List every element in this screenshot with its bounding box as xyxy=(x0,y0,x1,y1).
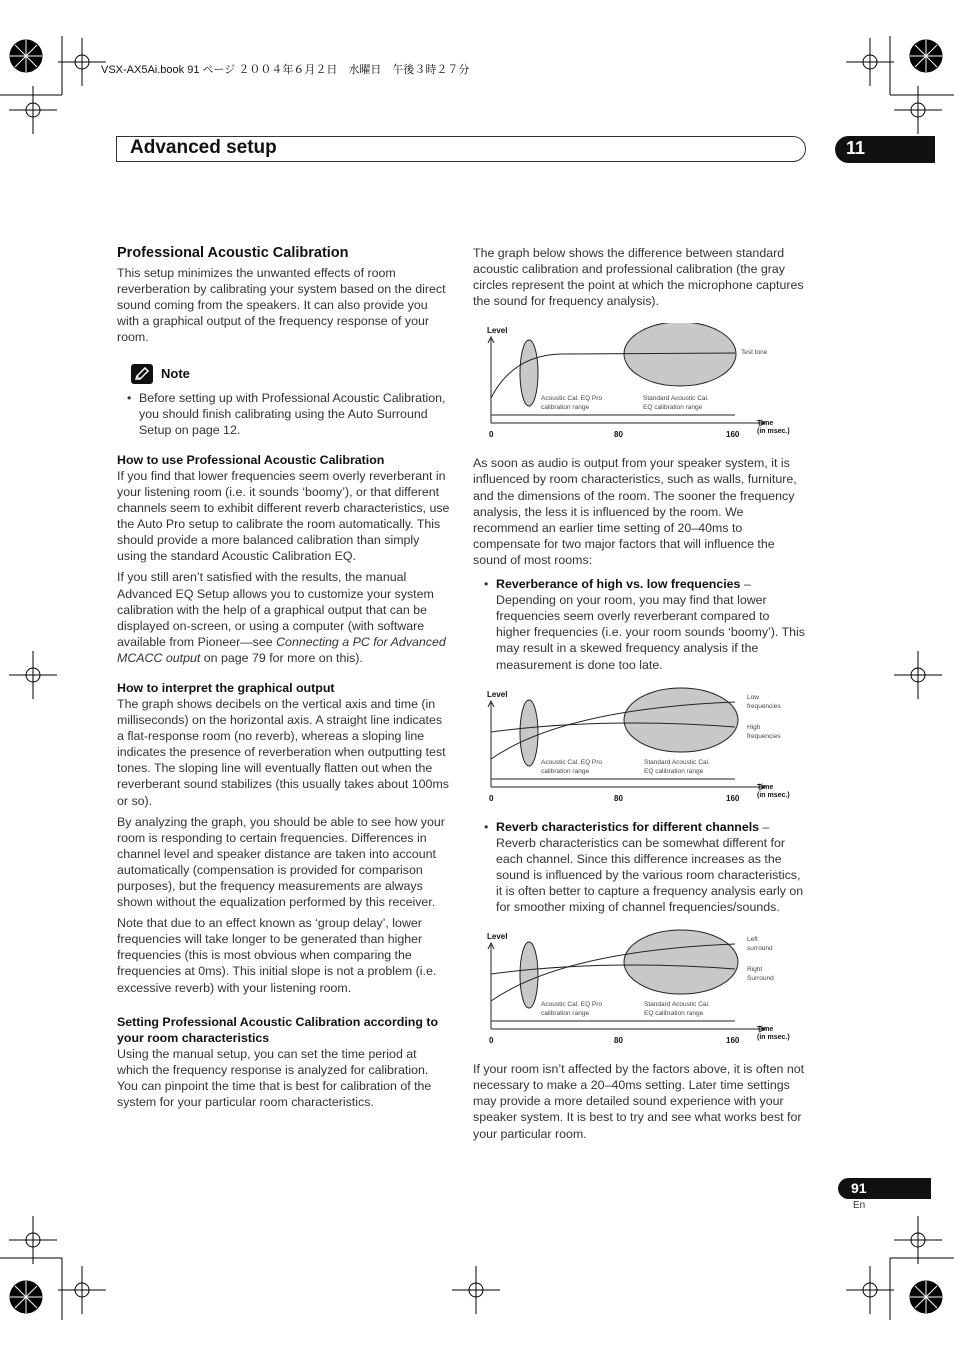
range-standard-label: Standard Acoustic Cal. xyxy=(643,395,709,403)
bullet-reverb-channels: • Reverb characteristics for different channels – Reverb characteristics can be somewhat different for each channel. Since this difference increases as the sound is influenced by the various room characteristics, it is often better to capture a frequency analysis early on for smoother mixing of channel frequencies/sounds. xyxy=(473,819,807,916)
range-pro-label-2: calibration range xyxy=(541,767,590,775)
range-standard-label: Standard Acoustic Cal. xyxy=(644,758,710,766)
left-surround-label-2: surround xyxy=(747,945,773,953)
note-bullet xyxy=(117,390,451,438)
axis-time-unit: (in msec.) xyxy=(757,1034,790,1042)
standard-capture-circle xyxy=(624,688,738,752)
axis-level-label: Level xyxy=(487,689,508,699)
test-tone-label: Test tone xyxy=(741,349,768,357)
bullet-title: Reverberance of high vs. low frequencies xyxy=(496,577,741,592)
graph-left-right-surround xyxy=(483,929,803,1047)
graph-low-high-frequencies xyxy=(483,687,803,805)
range-standard-label-2: EQ calibration range xyxy=(644,1010,704,1018)
axis-time-label: Time xyxy=(757,783,774,791)
left-surround-label: Left xyxy=(747,936,758,944)
interpret-heading: How to interpret the graphical output xyxy=(117,680,335,695)
low-freq-label-2: frequencies xyxy=(747,702,781,710)
range-pro-label-2: calibration range xyxy=(541,404,590,412)
bullet-text: Reverb characteristics can be somewhat different for each channel. Since this difference increases as the sound is influenced by the various room characteristics, it is often better to capture a frequency analysis early on for smoother mixing of channel frequencies/sounds. xyxy=(496,835,804,915)
axis-time-label: Time xyxy=(757,420,774,428)
graph-intro: The graph below shows the difference between standard acoustic calibration and professional calibration (the gray circles represent the point at which the microphone captures the sound for frequency analysis). xyxy=(473,246,804,309)
setting-paragraph: Using the manual setup, you can set the time period at which the frequency response is analyzed for calibration. You can pinpoint the time that is best for calibration of the system for your particular room characteristics. xyxy=(117,1046,432,1109)
bullet-dot: • xyxy=(484,577,489,592)
note-header xyxy=(131,364,451,384)
cross-reference-link: Connecting a PC for Advanced MCACC output xyxy=(117,634,446,665)
tick-160: 160 xyxy=(726,430,740,440)
range-pro-label: Acoustic Cal. EQ Pro xyxy=(541,395,603,403)
file-header: VSX-AX5Ai.book 91 ページ ２００４年６月２日 水曜日 午後３時２７分 xyxy=(101,64,470,76)
note-text: Before setting up with Professional Acoustic Calibration, you should finish calibrating using the Auto Surround Setup on page 12. xyxy=(139,390,446,437)
pro-capture-circle xyxy=(520,942,538,1008)
right-surround-label: Right xyxy=(747,966,763,974)
howto-p2-start: If you still aren’t satisfied with the results, the manual Advanced EQ Setup allows you to customize your system calibration with the help of a graphical output that can be displayed on-screen, or using a computer (with software available from Pioneer—see xyxy=(117,570,434,649)
axis-level-label: Level xyxy=(487,326,508,336)
right-column xyxy=(473,245,807,1147)
range-standard-label-2: EQ calibration range xyxy=(643,404,703,412)
tick-160: 160 xyxy=(726,1036,740,1046)
tick-160: 160 xyxy=(726,793,740,803)
left-column xyxy=(117,245,451,1115)
interpret-paragraph-2: By analyzing the graph, you should be able to see how your room is responding to certain frequencies. Differences in channel level and speaker distance are taken into account automatically (compensation is provided for comparison purposes), but the frequency measurements are always shown without the equalization performed by this receiver. xyxy=(117,814,445,910)
chapter-number: 11 xyxy=(846,138,866,158)
high-freq-label: High xyxy=(747,723,761,731)
page-title: Advanced setup xyxy=(130,137,277,158)
pro-capture-circle xyxy=(520,340,538,406)
interpret-paragraph-3: Note that due to an effect known as ‘group delay’, lower frequencies will take longer to be generated than higher frequencies (this is most obvious when comparing the frequencies at 0ms). This initial slope is not a problem (i.e. excessive reverb) with your listening room. xyxy=(117,916,437,995)
note-label: Note xyxy=(161,365,190,381)
graph-test-tone xyxy=(483,323,803,441)
tick-0: 0 xyxy=(489,430,494,440)
howto-paragraph-1: If you find that lower frequencies seem overly reverberant in your listening room (i.e. it sounds ‘boomy’), or that different channels seem to exhibit different reverb characteristics, use the Auto Pro setup to calibrate the room automatically. This should provide a more balanced calibration than simply using the standard Acoustic Calibration EQ. xyxy=(117,468,450,564)
tick-0: 0 xyxy=(489,1036,494,1046)
interpret-paragraph-1: The graph shows decibels on the vertical axis and time (in milliseconds) on the horizontal axis. A straight line indicates a flat-response room (no reverb), whereas a sloping line indicates the presence of reverberation when outputting test tones. The sloping line will eventually flatten out when the reverberant sound stabilizes (this usually takes about 100ms or so). xyxy=(117,696,449,808)
right-surround-label-2: Surround xyxy=(747,975,774,983)
setting-heading: Setting Professional Acoustic Calibration according to your room characteristics xyxy=(117,1014,439,1045)
axis-time-unit: (in msec.) xyxy=(757,428,790,436)
howto-heading: How to use Professional Acoustic Calibration xyxy=(117,452,385,467)
range-pro-label: Acoustic Cal. EQ Pro xyxy=(541,758,603,766)
closing-paragraph: If your room isn’t affected by the factors above, it is often not necessary to make a 20–40ms setting. Later time settings may provide a more detailed sound experience with your speaker system. It is best to try and see what works best for your particular room. xyxy=(473,1062,805,1141)
bullet-reverberance: • Reverberance of high vs. low frequencies – Depending on your room, you may find that lower frequencies seem overly reverberant compared to higher frequencies (i.e. your room sounds ‘boomy’). This may result in a skewed frequency analysis if the measurement is done too late. xyxy=(473,576,807,673)
tick-80: 80 xyxy=(614,430,623,440)
howto-paragraph-2 xyxy=(117,569,451,666)
tick-0: 0 xyxy=(489,793,494,803)
page-number: 91 xyxy=(851,1180,867,1196)
bullet-dot: • xyxy=(127,390,132,405)
range-pro-label-2: calibration range xyxy=(541,1010,590,1018)
tick-80: 80 xyxy=(614,793,623,803)
howto-p2-end: on page 79 for more on this). xyxy=(200,650,363,665)
standard-capture-circle xyxy=(624,930,738,994)
bullet-dot: • xyxy=(484,819,489,834)
low-freq-label: Low xyxy=(747,693,759,701)
bullet-text: Depending on your room, you may find that lower frequencies seem overly reverberant compared to higher frequencies (i.e. your room sounds ‘boomy’). This may result in a skewed frequency analysis if the measurement is done too late. xyxy=(496,593,805,672)
pro-capture-circle xyxy=(520,700,538,766)
tick-80: 80 xyxy=(614,1036,623,1046)
axis-time-unit: (in msec.) xyxy=(757,791,790,799)
axis-time-label: Time xyxy=(757,1026,774,1034)
after-graph-paragraph: As soon as audio is output from your speaker system, it is influenced by room characteristics, such as walls, furniture, and the dimensions of the room. The sooner the frequency analysis, the less it is influenced by the room. We recommend an earlier time setting of 20–40ms to compensate for two major factors that will influence the sound of most rooms: xyxy=(473,456,797,567)
high-freq-label-2: frequencies xyxy=(747,732,781,740)
range-pro-label: Acoustic Cal. EQ Pro xyxy=(541,1001,603,1009)
bullet-title: Reverb characteristics for different channels xyxy=(496,819,760,834)
page-language: En xyxy=(853,1200,866,1211)
intro-paragraph: This setup minimizes the unwanted effects of room reverberation by calibrating your system based on the direct sound coming from the speakers. It can also provide you with a graphical output of the frequency response of your room. xyxy=(117,266,446,345)
note-pencil-icon xyxy=(131,364,153,384)
section-heading: Professional Acoustic Calibration xyxy=(117,245,349,261)
axis-level-label: Level xyxy=(487,932,508,942)
range-standard-label-2: EQ calibration range xyxy=(644,767,704,775)
range-standard-label: Standard Acoustic Cal. xyxy=(644,1001,710,1009)
standard-capture-circle xyxy=(624,323,736,386)
